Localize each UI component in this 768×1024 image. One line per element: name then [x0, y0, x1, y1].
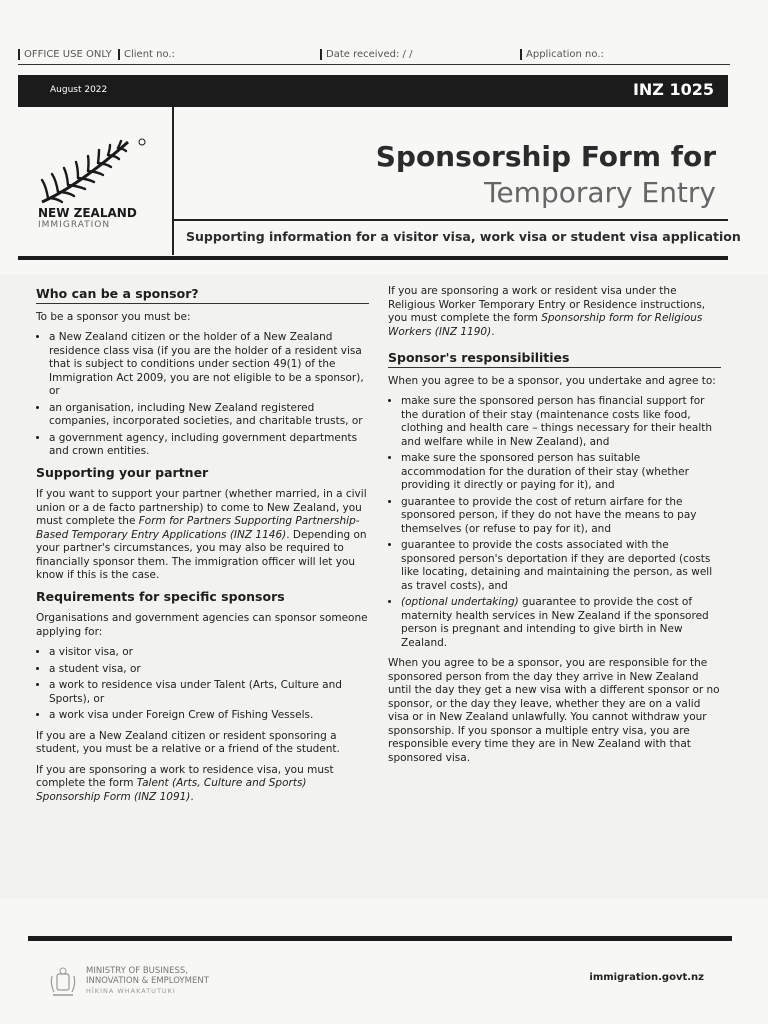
- religious-form-reference: Sponsorship form for Religious Workers (INZ 1190): [388, 312, 703, 338]
- list-item: • a government agency, including government departments and crown entities.: [49, 432, 369, 459]
- responsibilities-list: [388, 395, 721, 650]
- list-item: • (optional undertaking) guarantee to provide the cost of maternity health services in New Zealand if the sponsored person is pregnant and intending to give birth in New Zealand.: [401, 596, 721, 650]
- list-item: • a student visa, or: [49, 663, 369, 677]
- optional-undertaking-label: (optional undertaking): [401, 596, 519, 608]
- office-use-label: OFFICE USE ONLY: [18, 49, 112, 60]
- partner-form-reference: Form for Partners Supporting Partnership-Based Temporary Entry Applications (INZ 1146): [36, 515, 360, 541]
- header-bottom-rule: [18, 256, 728, 260]
- who-list: [36, 331, 369, 459]
- list-item: • a New Zealand citizen or the holder of a New Zealand residence class visa (if you are the holder of a resident visa that is subject to conditions under section 49(1) of the Immigration Act 2009, you are not eligible to be a sponsor), or: [49, 331, 369, 399]
- ministry-name-line2: INNOVATION & EMPLOYMENT: [86, 976, 209, 986]
- requirements-intro: Organisations and government agencies can sponsor someone applying for:: [36, 612, 368, 638]
- requirements-heading: Requirements for specific sponsors: [36, 588, 285, 604]
- form-title-line2: Temporary Entry: [484, 176, 716, 209]
- date-received-field: Date received: / /: [320, 49, 412, 60]
- list-item: • a work to residence visa under Talent (Arts, Culture and Sports), or: [49, 679, 369, 706]
- responsibilities-intro: When you agree to be a sponsor, you undertake and agree to:: [388, 374, 716, 387]
- website-link[interactable]: immigration.govt.nz: [589, 972, 704, 983]
- list-item: • make sure the sponsored person has financial support for the duration of their stay (maintenance costs like food, clothing and health care – things necessary for their health and welfare while in New Zealand), and: [401, 395, 721, 449]
- list-item: • an organisation, including New Zealand registered companies, incorporated societies, and charitable trusts, or: [49, 402, 369, 429]
- client-no-field: Client no.:: [118, 49, 175, 60]
- office-use-bar: [18, 48, 730, 65]
- religious-worker-paragraph: If you are sponsoring a work or resident visa under the Religious Worker Temporary Entry or Residence instructions, you must complete the form Sponsorship form for Religious Workers (INZ 1190).: [388, 285, 706, 338]
- list-item: • a visitor visa, or: [49, 646, 369, 660]
- ministry-name-line3: HĪKINA WHAKATUTUKI: [86, 987, 176, 995]
- requirements-list: [36, 646, 369, 723]
- list-item: • guarantee to provide the costs associated with the sponsored person's deportation if they are deported (costs like locating, detaining and maintaining the person, as well as travel costs), and: [401, 539, 721, 593]
- nz-immigration-logo: [38, 136, 168, 236]
- logo-text-immigration: IMMIGRATION: [38, 220, 111, 230]
- list-item: • guarantee to provide the cost of return airfare for the sponsored person, if they do not have the means to pay themselves (or refuse to pay for it), and: [401, 496, 721, 537]
- coat-of-arms-icon: [48, 966, 78, 998]
- header-band: [18, 75, 728, 107]
- talent-paragraph: If you are sponsoring a work to residence visa, you must complete the form Talent (Arts, Culture and Sports) Sponsorship Form (INZ 1091).: [36, 763, 334, 803]
- sponsor-responsibilities-heading: Sponsor's responsibilities: [388, 351, 721, 368]
- right-column: [388, 285, 721, 772]
- ministry-name-line1: MINISTRY OF BUSINESS,: [86, 966, 189, 976]
- logo-text-new-zealand: NEW ZEALAND: [38, 206, 137, 220]
- list-item: • a work visa under Foreign Crew of Fishing Vessels.: [49, 709, 369, 723]
- footer-rule: [28, 936, 732, 941]
- header-divider: [172, 107, 174, 255]
- form-code: INZ 1025: [632, 80, 714, 99]
- closing-paragraph: When you agree to be a sponsor, you are responsible for the sponsored person from the day they arrive in New Zealand until the day they get a new visa with a different sponsor or no sponsor, or the day they leave, whether they are on a valid visa or in New Zealand unlawfully. You cannot withdraw your sponsorship. If you sponsor a multiple entry visa, you are responsible every time they are in New Zealand with that sponsored visa.: [388, 657, 720, 764]
- form-date: August 2022: [50, 85, 108, 95]
- list-item: • make sure the sponsored person has suitable accommodation for the duration of their stay (whether providing it directly or paying for it), and: [401, 452, 721, 493]
- who-can-be-sponsor-heading: Who can be a sponsor?: [36, 287, 369, 304]
- silver-fern-icon: [38, 136, 148, 206]
- partner-paragraph: If you want to support your partner (whether married, in a civil union or a de facto partnership) to come to New Zealand, you must complete the Form for Partners Supporting Partnership-Based Temporary Entry Applications (INZ 1146). Depending on your partner's circumstances, you may also be required to financially sponsor them. The immigration officer will let you know if this is the case.: [36, 488, 367, 581]
- who-intro: To be a sponsor you must be:: [36, 310, 191, 323]
- application-no-field: Application no.:: [520, 49, 604, 60]
- form-title-line1: Sponsorship Form for: [375, 140, 716, 173]
- talent-form-reference: Talent (Arts, Culture and Sports) Sponsorship Form (INZ 1091): [36, 777, 307, 803]
- supporting-partner-heading: Supporting your partner: [36, 464, 209, 480]
- form-subtitle: Supporting information for a visitor visa, work visa or student visa application: [186, 229, 741, 244]
- left-column: [36, 287, 369, 811]
- student-sponsor-paragraph: If you are a New Zealand citizen or resident sponsoring a student, you must be a relative or a friend of the student.: [36, 729, 340, 755]
- title-divider: [172, 219, 728, 221]
